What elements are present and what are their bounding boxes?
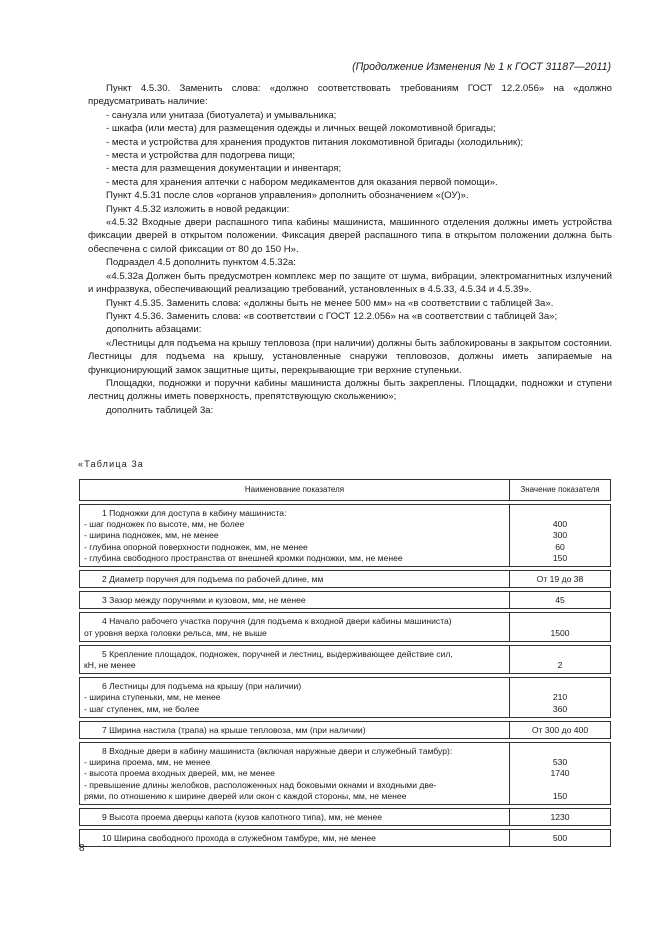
paragraph: «Лестницы для подъема на крышу тепловоза (при наличии) должны быть заблокированы в закрытом состоянии. Лестницы для подъема на крышу, установленные снаружи тепловозов, должны иметь запираемые на функционирующий замок защитные щиты, перекрывающие три верхние ступеньки. bbox=[88, 337, 612, 376]
indicator-value bbox=[512, 616, 608, 627]
indicator-line: от уровня верха головки рельса, мм, не выше bbox=[84, 627, 267, 638]
indicator-name-cell bbox=[80, 721, 510, 738]
indicator-value-cell bbox=[510, 645, 611, 673]
table-row bbox=[80, 721, 611, 738]
paragraph: дополнить таблицей 3а: bbox=[106, 404, 214, 416]
table-3a bbox=[79, 479, 611, 847]
list-item: - шкафа (или места) для размещения одежды и личных вещей локомотивной бригады; bbox=[106, 123, 496, 135]
indicator-line: 5 Крепление площадок, подножек, поручней и лестниц, выдерживающее действие сил, bbox=[102, 648, 453, 659]
table-caption: «Таблица 3а bbox=[78, 459, 145, 469]
indicator-line: - шаг ступенек, мм, не более bbox=[84, 703, 200, 714]
paragraph: Подраздел 4.5 дополнить пунктом 4.5.32а: bbox=[106, 257, 296, 269]
list-item: - места для хранения аптечки с набором медикаментов для оказания первой помощи». bbox=[106, 176, 498, 188]
indicator-value: От 19 до 38 bbox=[536, 574, 584, 585]
indicator-value-cell bbox=[510, 505, 611, 567]
paragraph: Площадки, подножки и поручни кабины машиниста должны быть закреплены. Площадки, подножки и ступени лестниц должны иметь поверхность, препятствующую скольжению»; bbox=[88, 377, 612, 403]
indicator-value-cell bbox=[510, 613, 611, 641]
indicator-line: кН, не менее bbox=[84, 660, 136, 671]
table-row bbox=[80, 830, 611, 847]
indicator-name-cell bbox=[80, 743, 510, 805]
paragraph: «4.5.32а Должен быть предусмотрен комплекс мер по защите от шума, вибрации, электромагнитных излучений и инфразвука, обеспечивающий реализацию требований, установленных в 4.5.33, 4.5.34 и 4.5.39». bbox=[88, 270, 612, 296]
indicator-value bbox=[512, 746, 608, 757]
indicator-line: 6 Лестницы для подъема на крышу (при наличии) bbox=[102, 681, 302, 692]
table-header-row bbox=[80, 480, 611, 501]
indicator-line: 1 Подножки для доступа в кабину машиниста: bbox=[102, 508, 287, 518]
indicator-value: 60 bbox=[555, 541, 565, 552]
table-header-value: Значение показателя bbox=[510, 480, 611, 501]
indicator-value: 150 bbox=[552, 790, 568, 801]
indicator-line: - высота проема входных дверей, мм, не менее bbox=[84, 768, 275, 779]
table-row bbox=[80, 592, 611, 609]
indicator-value: 1500 bbox=[550, 627, 570, 638]
indicator-name-cell bbox=[80, 505, 510, 567]
indicator-value: 45 bbox=[555, 595, 565, 606]
indicator-name-cell bbox=[80, 678, 510, 718]
indicator-value: 360 bbox=[552, 703, 568, 714]
indicator-line: 9 Высота проема дверцы капота (кузов капотного типа), мм, не менее bbox=[102, 812, 383, 823]
paragraph: Пункт 4.5.35. Заменить слова: «должны быть не менее 500 мм» на «в соответствии с таблицей 3а». bbox=[106, 297, 554, 309]
indicator-line: - глубина опорной поверхности подножек, мм, не менее bbox=[84, 541, 308, 552]
indicator-line: - превышение длины желобков, расположенных над боковыми окнами и входными две- bbox=[84, 779, 437, 790]
indicator-value-cell bbox=[510, 721, 611, 738]
table-row bbox=[80, 678, 611, 718]
table-row bbox=[80, 571, 611, 588]
indicator-line: 2 Диаметр поручня для подъема по рабочей длине, мм bbox=[102, 574, 324, 585]
indicator-line: 4 Начало рабочего участка поручня (для подъема к входной двери кабины машиниста) bbox=[102, 616, 452, 627]
indicator-line: 7 Ширина настила (трапа) на крыше тепловоза, мм (при наличии) bbox=[102, 724, 366, 735]
indicator-value: 530 bbox=[552, 757, 568, 768]
indicator-name-cell bbox=[80, 830, 510, 847]
table-row bbox=[80, 613, 611, 641]
indicator-line: рями, по отношению к ширине дверей или окон с каждой стороны, мм, не менее bbox=[84, 790, 407, 801]
list-item: - места и устройства для подогрева пищи; bbox=[106, 150, 295, 162]
indicator-name-cell bbox=[80, 613, 510, 641]
indicator-value-cell bbox=[510, 809, 611, 826]
list-item: - места для размещения документации и инвентаря; bbox=[106, 163, 342, 175]
paragraph: дополнить абзацами: bbox=[106, 324, 202, 336]
body-text bbox=[88, 82, 612, 417]
indicator-value bbox=[512, 508, 608, 519]
indicator-line: - ширина ступеньки, мм, не менее bbox=[84, 692, 221, 703]
indicator-line: - глубина свободного пространства от внешней кромки подножки, мм, не менее bbox=[84, 552, 403, 563]
indicator-value: 150 bbox=[552, 552, 568, 563]
indicator-value: От 300 до 400 bbox=[531, 724, 589, 735]
indicator-line: - ширина проема, мм, не менее bbox=[84, 757, 211, 768]
indicator-value bbox=[512, 649, 608, 660]
page-header: (Продолжение Изменения № 1 к ГОСТ 31187—2011) bbox=[352, 61, 611, 73]
indicator-value bbox=[512, 780, 608, 791]
indicator-line: 3 Зазор между поручнями и кузовом, мм, не менее bbox=[102, 595, 306, 606]
list-item: - места и устройства для хранения продуктов питания локомотивной бригады (холодильник); bbox=[106, 136, 524, 148]
indicator-line: - ширина подножек, мм, не менее bbox=[84, 530, 219, 541]
indicator-value-cell bbox=[510, 592, 611, 609]
table-row bbox=[80, 645, 611, 673]
paragraph: Пункт 4.5.36. Заменить слова: «в соответствии с ГОСТ 12.2.056» на «в соответствии с таблицей 3а»; bbox=[106, 310, 558, 322]
indicator-value: 210 bbox=[552, 692, 568, 703]
indicator-name-cell bbox=[80, 592, 510, 609]
indicator-value: 300 bbox=[552, 530, 568, 541]
indicator-name-cell bbox=[80, 809, 510, 826]
indicator-name-cell bbox=[80, 571, 510, 588]
paragraph: Пункт 4.5.30. Заменить слова: «должно соответствовать требованиям ГОСТ 12.2.056» на «должно предусматривать наличие: bbox=[88, 83, 612, 108]
indicator-line: 10 Ширина свободного прохода в служебном тамбуре, мм, не менее bbox=[102, 833, 376, 844]
paragraph: «4.5.32 Входные двери распашного типа кабины машиниста, машинного отделения должны иметь устройства фиксации дверей в открытом положении. Фиксация дверей распашного типа в открытом положении должна быть обеспечена с силой фиксации от 80 до 150 Н». bbox=[88, 217, 612, 255]
indicator-value-cell bbox=[510, 571, 611, 588]
table-row bbox=[80, 505, 611, 567]
indicator-value: 500 bbox=[552, 833, 568, 844]
indicator-value: 400 bbox=[552, 519, 568, 530]
indicator-line: 8 Входные двери в кабину машиниста (включая наружные двери и служебный тамбур): bbox=[102, 746, 453, 757]
indicator-value-cell bbox=[510, 830, 611, 847]
indicator-value: 1230 bbox=[550, 812, 570, 823]
indicator-value: 1740 bbox=[550, 768, 570, 779]
table-header-name: Наименование показателя bbox=[80, 480, 510, 501]
page-number: 8 bbox=[79, 843, 85, 854]
indicator-value: 2 bbox=[557, 660, 563, 671]
indicator-value-cell bbox=[510, 743, 611, 805]
indicator-line: - шаг подножек по высоте, мм, не более bbox=[84, 519, 245, 530]
indicator-value bbox=[512, 681, 608, 692]
table-row bbox=[80, 743, 611, 805]
table-row bbox=[80, 809, 611, 826]
indicator-name-cell bbox=[80, 645, 510, 673]
paragraph: Пункт 4.5.32 изложить в новой редакции: bbox=[106, 203, 290, 215]
indicator-value-cell bbox=[510, 678, 611, 718]
paragraph: Пункт 4.5.31 после слов «органов управления» дополнить обозначением «(ОУ)». bbox=[106, 190, 469, 202]
list-item: - санузла или унитаза (биотуалета) и умывальника; bbox=[106, 109, 337, 121]
